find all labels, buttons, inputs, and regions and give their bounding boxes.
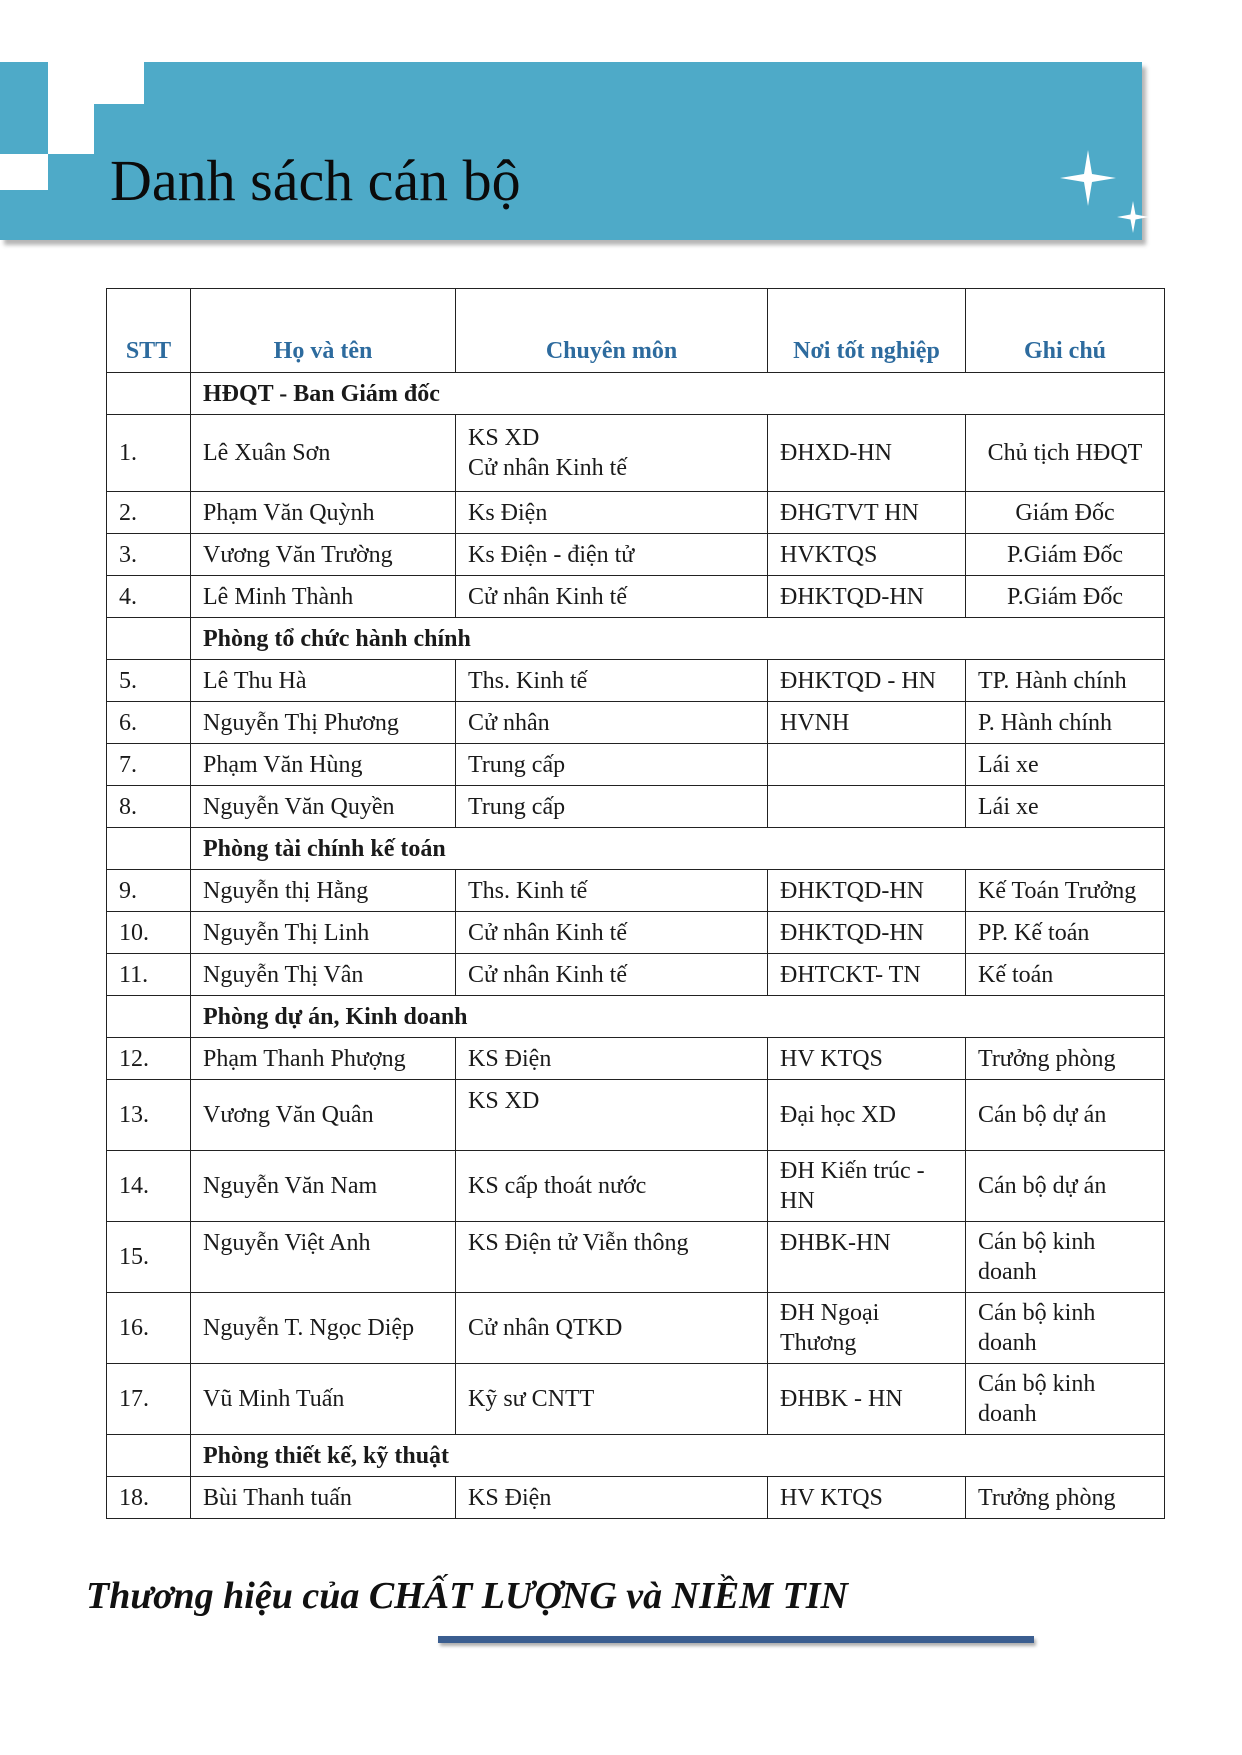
table-row: [107, 744, 1165, 786]
cell-name: Nguyễn Văn Quyền: [191, 786, 456, 828]
cell-major: Cử nhân QTKD: [456, 1293, 768, 1364]
table-row: [107, 1151, 1165, 1222]
table-row: [107, 576, 1165, 618]
cell-name: Vương Văn Trường: [191, 534, 456, 576]
cell-note: Lái xe: [966, 786, 1165, 828]
cell-stt: 9.: [107, 870, 191, 912]
table-row: [107, 660, 1165, 702]
cell-note: TP. Hành chính: [966, 660, 1165, 702]
cell-name: Lê Minh Thành: [191, 576, 456, 618]
cell-note: Cán bộ kinh doanh: [966, 1293, 1165, 1364]
section-title: HĐQT - Ban Giám đốc: [191, 373, 1165, 415]
section-row: [107, 828, 1165, 870]
table-row: [107, 1477, 1165, 1519]
cell-name: Vũ Minh Tuấn: [191, 1364, 456, 1435]
cell-note: Chủ tịch HĐQT: [966, 415, 1165, 492]
cell-stt: 16.: [107, 1293, 191, 1364]
cell-major-line: KS XD: [468, 425, 540, 451]
section-row: [107, 373, 1165, 415]
cell-major: KS Điện tử Viễn thông: [456, 1222, 768, 1293]
table-row: [107, 1038, 1165, 1080]
cell-major: Ks Điện - điện tử: [456, 534, 768, 576]
cell-note: Trưởng phòng: [966, 1038, 1165, 1080]
banner-decor-square: [48, 108, 94, 154]
section-title: Phòng thiết kế, kỹ thuật: [191, 1435, 1165, 1477]
cell-major: Ths. Kinh tế: [456, 870, 768, 912]
cell-major: KS Điện: [456, 1038, 768, 1080]
table-header-row: [107, 289, 1165, 373]
banner-decor-square: [48, 62, 94, 108]
cell-school: [768, 786, 966, 828]
cell-note: PP. Kế toán: [966, 912, 1165, 954]
cell-school: HVKTQS: [768, 534, 966, 576]
header-note: Ghi chú: [966, 289, 1165, 373]
section-row: [107, 618, 1165, 660]
header-major: Chuyên môn: [456, 289, 768, 373]
cell-school: ĐHBK - HN: [768, 1364, 966, 1435]
header-stt: STT: [107, 289, 191, 373]
cell-note: Giám Đốc: [966, 492, 1165, 534]
cell-note: Kế Toán Trưởng: [966, 870, 1165, 912]
table-row: [107, 492, 1165, 534]
cell-stt: 1.: [107, 415, 191, 492]
section-title: Phòng tài chính kế toán: [191, 828, 1165, 870]
cell-stt: 2.: [107, 492, 191, 534]
cell-school: Đại học XD: [768, 1080, 966, 1151]
cell-major: Cử nhân: [456, 702, 768, 744]
cell-note: Trưởng phòng: [966, 1477, 1165, 1519]
cell-school: HV KTQS: [768, 1038, 966, 1080]
cell-name: Nguyễn Thị Phương: [191, 702, 456, 744]
table-row: [107, 415, 1165, 492]
cell-note: Cán bộ kinh doanh: [966, 1364, 1165, 1435]
cell-note: Kế toán: [966, 954, 1165, 996]
cell-stt: 11.: [107, 954, 191, 996]
cell-name: Nguyễn T. Ngọc Diệp: [191, 1293, 456, 1364]
cell-school: ĐHKTQD-HN: [768, 912, 966, 954]
cell-major: Cử nhân Kinh tế: [456, 954, 768, 996]
cell-major: [456, 415, 768, 492]
cell-name: Vương Văn Quân: [191, 1080, 456, 1151]
cell-major: Cử nhân Kinh tế: [456, 912, 768, 954]
banner-decor-square: [94, 46, 144, 104]
cell-note: P. Hành chính: [966, 702, 1165, 744]
cell-school: ĐHGTVT HN: [768, 492, 966, 534]
table-row: [107, 870, 1165, 912]
table-row: [107, 912, 1165, 954]
cell-name: Phạm Văn Quỳnh: [191, 492, 456, 534]
section-row: [107, 1435, 1165, 1477]
table-row: [107, 954, 1165, 996]
cell-major: Cử nhân Kinh tế: [456, 576, 768, 618]
cell-note: Lái xe: [966, 744, 1165, 786]
cell-name: Nguyễn thị Hằng: [191, 870, 456, 912]
cell-major: Trung cấp: [456, 786, 768, 828]
cell-name: Phạm Thanh Phượng: [191, 1038, 456, 1080]
section-title: Phòng dự án, Kinh doanh: [191, 996, 1165, 1038]
banner-decor-square: [0, 154, 48, 190]
section-title: Phòng tổ chức hành chính: [191, 618, 1165, 660]
cell-major: KS cấp thoát nước: [456, 1151, 768, 1222]
cell-major: KS Điện: [456, 1477, 768, 1519]
cell-stt: 13.: [107, 1080, 191, 1151]
cell-school: ĐHXD-HN: [768, 415, 966, 492]
header-school: Nơi tốt nghiệp: [768, 289, 966, 373]
page-title: Danh sách cán bộ: [110, 148, 521, 213]
cell-major: KS XD: [456, 1080, 768, 1151]
cell-name: Lê Thu Hà: [191, 660, 456, 702]
cell-school: ĐH Kiến trúc - HN: [768, 1151, 966, 1222]
cell-note: Cán bộ dự án: [966, 1080, 1165, 1151]
cell-school: ĐHBK-HN: [768, 1222, 966, 1293]
cell-school: ĐH Ngoại Thương: [768, 1293, 966, 1364]
cell-name: Nguyễn Thị Linh: [191, 912, 456, 954]
cell-major: Ths. Kinh tế: [456, 660, 768, 702]
cell-note: Cán bộ kinh doanh: [966, 1222, 1165, 1293]
sparkle-small-icon: [1116, 200, 1150, 234]
cell-stt: 8.: [107, 786, 191, 828]
cell-major-line: Cử nhân Kinh tế: [468, 455, 627, 481]
table-row: [107, 1293, 1165, 1364]
cell-name: Nguyễn Văn Nam: [191, 1151, 456, 1222]
section-row: [107, 996, 1165, 1038]
cell-stt: 3.: [107, 534, 191, 576]
cell-stt: 7.: [107, 744, 191, 786]
cell-stt: 10.: [107, 912, 191, 954]
cell-stt: 12.: [107, 1038, 191, 1080]
cell-name: Lê Xuân Sơn: [191, 415, 456, 492]
header-name: Họ và tên: [191, 289, 456, 373]
cell-school: HV KTQS: [768, 1477, 966, 1519]
staff-table: [106, 288, 1165, 1519]
cell-school: ĐHKTQD-HN: [768, 576, 966, 618]
cell-school: ĐHKTQD-HN: [768, 870, 966, 912]
cell-school: ĐHKTQD - HN: [768, 660, 966, 702]
cell-name: Phạm Văn Hùng: [191, 744, 456, 786]
cell-note: P.Giám Đốc: [966, 534, 1165, 576]
sparkle-icon: [1058, 148, 1118, 208]
cell-school: HVNH: [768, 702, 966, 744]
table-row: [107, 786, 1165, 828]
cell-note: P.Giám Đốc: [966, 576, 1165, 618]
cell-stt: 4.: [107, 576, 191, 618]
cell-major: Ks Điện: [456, 492, 768, 534]
table-row: [107, 534, 1165, 576]
cell-name: Bùi Thanh tuấn: [191, 1477, 456, 1519]
cell-stt: 14.: [107, 1151, 191, 1222]
slogan: Thương hiệu của CHẤT LƯỢNG và NIỀM TIN: [86, 1575, 848, 1617]
cell-stt: 18.: [107, 1477, 191, 1519]
table-row: [107, 1364, 1165, 1435]
cell-name: Nguyễn Thị Vân: [191, 954, 456, 996]
table-row: [107, 702, 1165, 744]
footer-divider: [438, 1636, 1034, 1643]
cell-stt: 15.: [107, 1222, 191, 1293]
table-row: [107, 1222, 1165, 1293]
cell-note: Cán bộ dự án: [966, 1151, 1165, 1222]
cell-name: Nguyễn Việt Anh: [191, 1222, 456, 1293]
cell-stt: 17.: [107, 1364, 191, 1435]
cell-stt: 6.: [107, 702, 191, 744]
cell-school: ĐHTCKT- TN: [768, 954, 966, 996]
cell-school: [768, 744, 966, 786]
cell-stt: 5.: [107, 660, 191, 702]
cell-major: Trung cấp: [456, 744, 768, 786]
table-row: [107, 1080, 1165, 1151]
cell-major: Kỹ sư CNTT: [456, 1364, 768, 1435]
